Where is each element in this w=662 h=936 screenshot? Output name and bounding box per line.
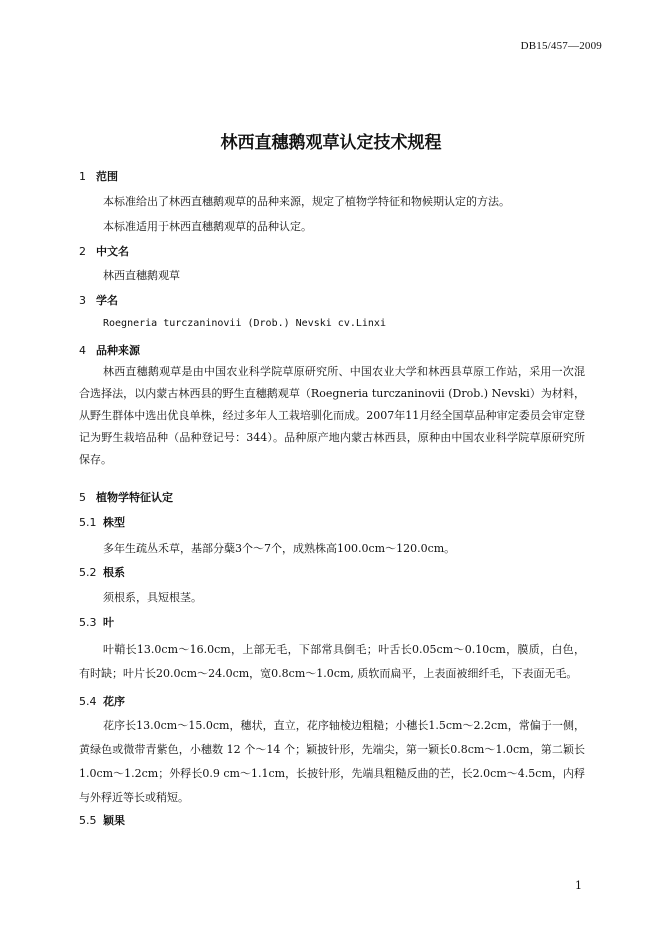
section-number: 5	[79, 491, 86, 504]
paragraph: 林西直穗鹅观草	[103, 269, 180, 282]
scientific-name: Roegneria turczaninovii (Drob.) Nevski cv.Linxi	[103, 318, 386, 329]
section-title: 植物学特征认定	[96, 491, 173, 504]
paragraph: 本标准给出了林西直穗鹅观草的品种来源，规定了植物学特征和物候期认定的方法。	[103, 195, 510, 208]
section-title: 学名	[96, 294, 118, 307]
section-heading-2	[79, 243, 129, 259]
section-title: 品种来源	[96, 344, 140, 357]
section-heading-5	[79, 489, 173, 505]
section-title: 叶	[103, 616, 114, 629]
paragraph: 花序长13.0cm～15.0cm，穗状，直立，花序轴棱边粗糙；小穗长1.5cm～2.2cm，常偏于一侧，黄绿色或微带青紫色，小穗数 12 个～14 个；颖披针形，先端尖，第一颖长0.8cm～1.0cm，第二颖长1.0cm～1.2cm；外稃长0.9 cm～1.1cm，长披针形，先端具粗糙反曲的芒，长2.0cm～4.5cm，内稃与外稃近等长或稍短。	[79, 719, 585, 804]
paragraph: 本标准适用于林西直穗鹅观草的品种认定。	[103, 220, 312, 233]
section-title: 花序	[103, 695, 125, 708]
section-title: 范围	[96, 170, 118, 183]
section-heading-1	[79, 168, 118, 184]
section-number: 5.4	[79, 695, 97, 708]
section-number: 3	[79, 294, 86, 307]
section-number: 4	[79, 344, 86, 357]
section-number: 5.2	[79, 566, 97, 579]
section-heading-5-4	[79, 693, 125, 709]
section-title: 株型	[103, 516, 125, 529]
section-heading-3	[79, 292, 118, 308]
section-heading-5-5	[79, 812, 125, 828]
section-title: 中文名	[96, 245, 129, 258]
paragraph: 须根系，具短根茎。	[103, 591, 202, 604]
paragraph: 多年生疏丛禾草，基部分蘖3个～7个，成熟株高100.0cm～120.0cm。	[103, 542, 456, 555]
section-heading-5-3	[79, 614, 114, 630]
standard-code: DB15/457—2009	[520, 40, 602, 52]
section-number: 1	[79, 170, 86, 183]
section-title: 根系	[103, 566, 125, 579]
section-heading-4	[79, 342, 140, 358]
section-title: 颖果	[103, 814, 125, 827]
page-number: 1	[575, 879, 582, 892]
section-number: 2	[79, 245, 86, 258]
section-number: 5.1	[79, 516, 97, 529]
paragraph: 叶鞘长13.0cm～16.0cm，上部无毛，下部常具倒毛；叶舌长0.05cm～0.10cm，膜质，白色，有时缺；叶片长20.0cm～24.0cm，宽0.8cm～1.0cm, 质软而扁平，上表面被细纤毛，下表面无毛。	[79, 643, 585, 680]
section-heading-5-2	[79, 564, 125, 580]
document-title: 林西直穗鹅观草认定技术规程	[220, 133, 442, 153]
paragraph: 林西直穗鹅观草是由中国农业科学院草原研究所、中国农业大学和林西县草原工作站，采用一次混合选择法，以内蒙古林西县的野生直穗鹅观草（Roegneria turczaninovii (Drob.) Nevski）为材料，从野生群体中选出优良单株，经过多年人工栽培驯化而成。2007年11月经全国草品种审定委员会审定登记为野生栽培品种（品种登记号：344）。品种原产地内蒙古林西县，原种由中国农业科学院草原研究所保存。	[79, 365, 585, 466]
section-number: 5.3	[79, 616, 97, 629]
section-heading-5-1	[79, 514, 125, 530]
section-number: 5.5	[79, 814, 97, 827]
